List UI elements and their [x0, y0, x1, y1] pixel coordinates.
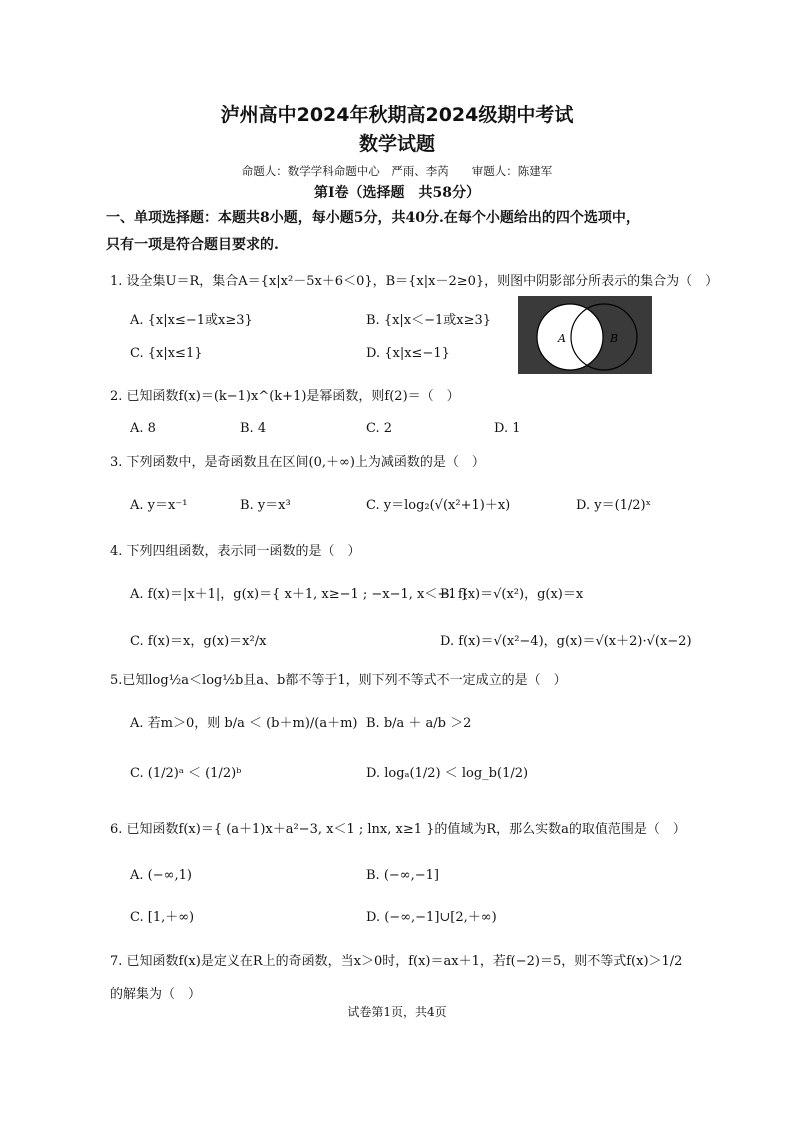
- question-3-option-d: D. y＝(1/2)ˣ: [576, 498, 652, 513]
- question-2-stem: 2. 已知函数f(x)＝(k−1)x^(k+1)是幂函数，则f(2)＝（ ）: [110, 389, 460, 404]
- question-3-option-b: B. y＝x³: [240, 498, 291, 513]
- section-instructions-line2: 只有一项是符合题目要求的.: [106, 237, 279, 253]
- question-2-option-a: A. 8: [130, 421, 156, 436]
- question-4-option-b: B. f(x)＝√(x²)，g(x)＝x: [440, 587, 584, 602]
- question-5-option-b: B. b/a ＋ a/b ＞2: [366, 716, 472, 731]
- question-5-option-d: D. logₐ(1/2) ＜ log_b(1/2): [366, 766, 529, 781]
- question-3-option-a: A. y＝x⁻¹: [130, 498, 188, 513]
- exam-authors: 命题人：数学学科命题中心 严雨、李芮 审题人：陈建军: [241, 164, 553, 178]
- question-4-option-d: D. f(x)＝√(x²−4)，g(x)＝√(x＋2)·√(x−2): [440, 634, 692, 649]
- section-instructions-line1: 一、单项选择题：本题共8小题，每小题5分，共40分.在每个小题给出的四个选项中，: [106, 210, 640, 226]
- question-6-option-b: B. (−∞,−1]: [366, 868, 439, 883]
- question-4-option-a: A. f(x)＝|x＋1|，g(x)＝{ x＋1, x≥−1 ; −x−1, x＜−1 }: [130, 587, 469, 602]
- question-3-stem: 3. 下列函数中，是奇函数且在区间(0,＋∞)上为减函数的是（ ）: [110, 455, 485, 470]
- question-2-option-c: C. 2: [366, 421, 393, 436]
- venn-label-b: B: [610, 332, 619, 345]
- question-7-stem-line2: 的解集为（ ）: [110, 987, 202, 1002]
- question-1-stem: 1. 设全集U＝R，集合A＝{x|x²－5x＋6＜0}，B＝{x|x－2≥0}，则图中阴影部分所表示的集合为（ ）: [110, 274, 719, 289]
- question-5-stem: 5.已知log½a＜log½b且a、b都不等于1，则下列不等式不一定成立的是（ ）: [110, 673, 567, 688]
- question-4-option-c: C. f(x)＝x，g(x)＝x²/x: [130, 634, 267, 649]
- question-3-option-c: C. y＝log₂(√(x²+1)＋x): [366, 498, 511, 513]
- page-footer: 试卷第1页，共4页: [347, 1005, 447, 1019]
- question-2-option-b: B. 4: [240, 421, 267, 436]
- exam-subject: 数学试题: [358, 133, 435, 155]
- question-1-option-c: C. {x|x≤1}: [130, 346, 203, 361]
- question-4-stem: 4. 下列四组函数，表示同一函数的是（ ）: [110, 544, 361, 559]
- exam-title: 泸州高中2024年秋期高2024级期中考试: [220, 104, 574, 126]
- venn-diagram: [518, 296, 652, 374]
- question-5-option-c: C. (1/2)ᵃ ＜ (1/2)ᵇ: [130, 766, 242, 781]
- question-6-option-d: D. (−∞,−1]∪[2,＋∞): [366, 910, 497, 925]
- question-6-option-a: A. (−∞,1): [130, 868, 192, 883]
- question-1-option-b: B. {x|x＜−1或x≥3}: [366, 313, 492, 328]
- question-5-option-a: A. 若m＞0，则 b/a ＜ (b＋m)/(a＋m): [130, 716, 358, 731]
- question-6-option-c: C. [1,＋∞): [130, 910, 195, 925]
- question-1-option-d: D. {x|x≤−1}: [366, 346, 450, 361]
- question-2-option-d: D. 1: [494, 421, 521, 436]
- venn-label-a: A: [558, 332, 566, 345]
- question-7-stem-line1: 7. 已知函数f(x)是定义在R上的奇函数，当x＞0时，f(x)＝ax＋1，若f(−2)＝5，则不等式f(x)＞1/2: [110, 954, 683, 969]
- paper-part-heading: 第Ⅰ卷（选择题 共58分）: [313, 185, 481, 201]
- question-1-option-a: A. {x|x≤−1或x≥3}: [130, 313, 253, 328]
- question-6-stem: 6. 已知函数f(x)＝{ (a＋1)x＋a²−3, x＜1 ; lnx, x≥1 }的值域为R，那么实数a的取值范围是（ ）: [110, 822, 686, 837]
